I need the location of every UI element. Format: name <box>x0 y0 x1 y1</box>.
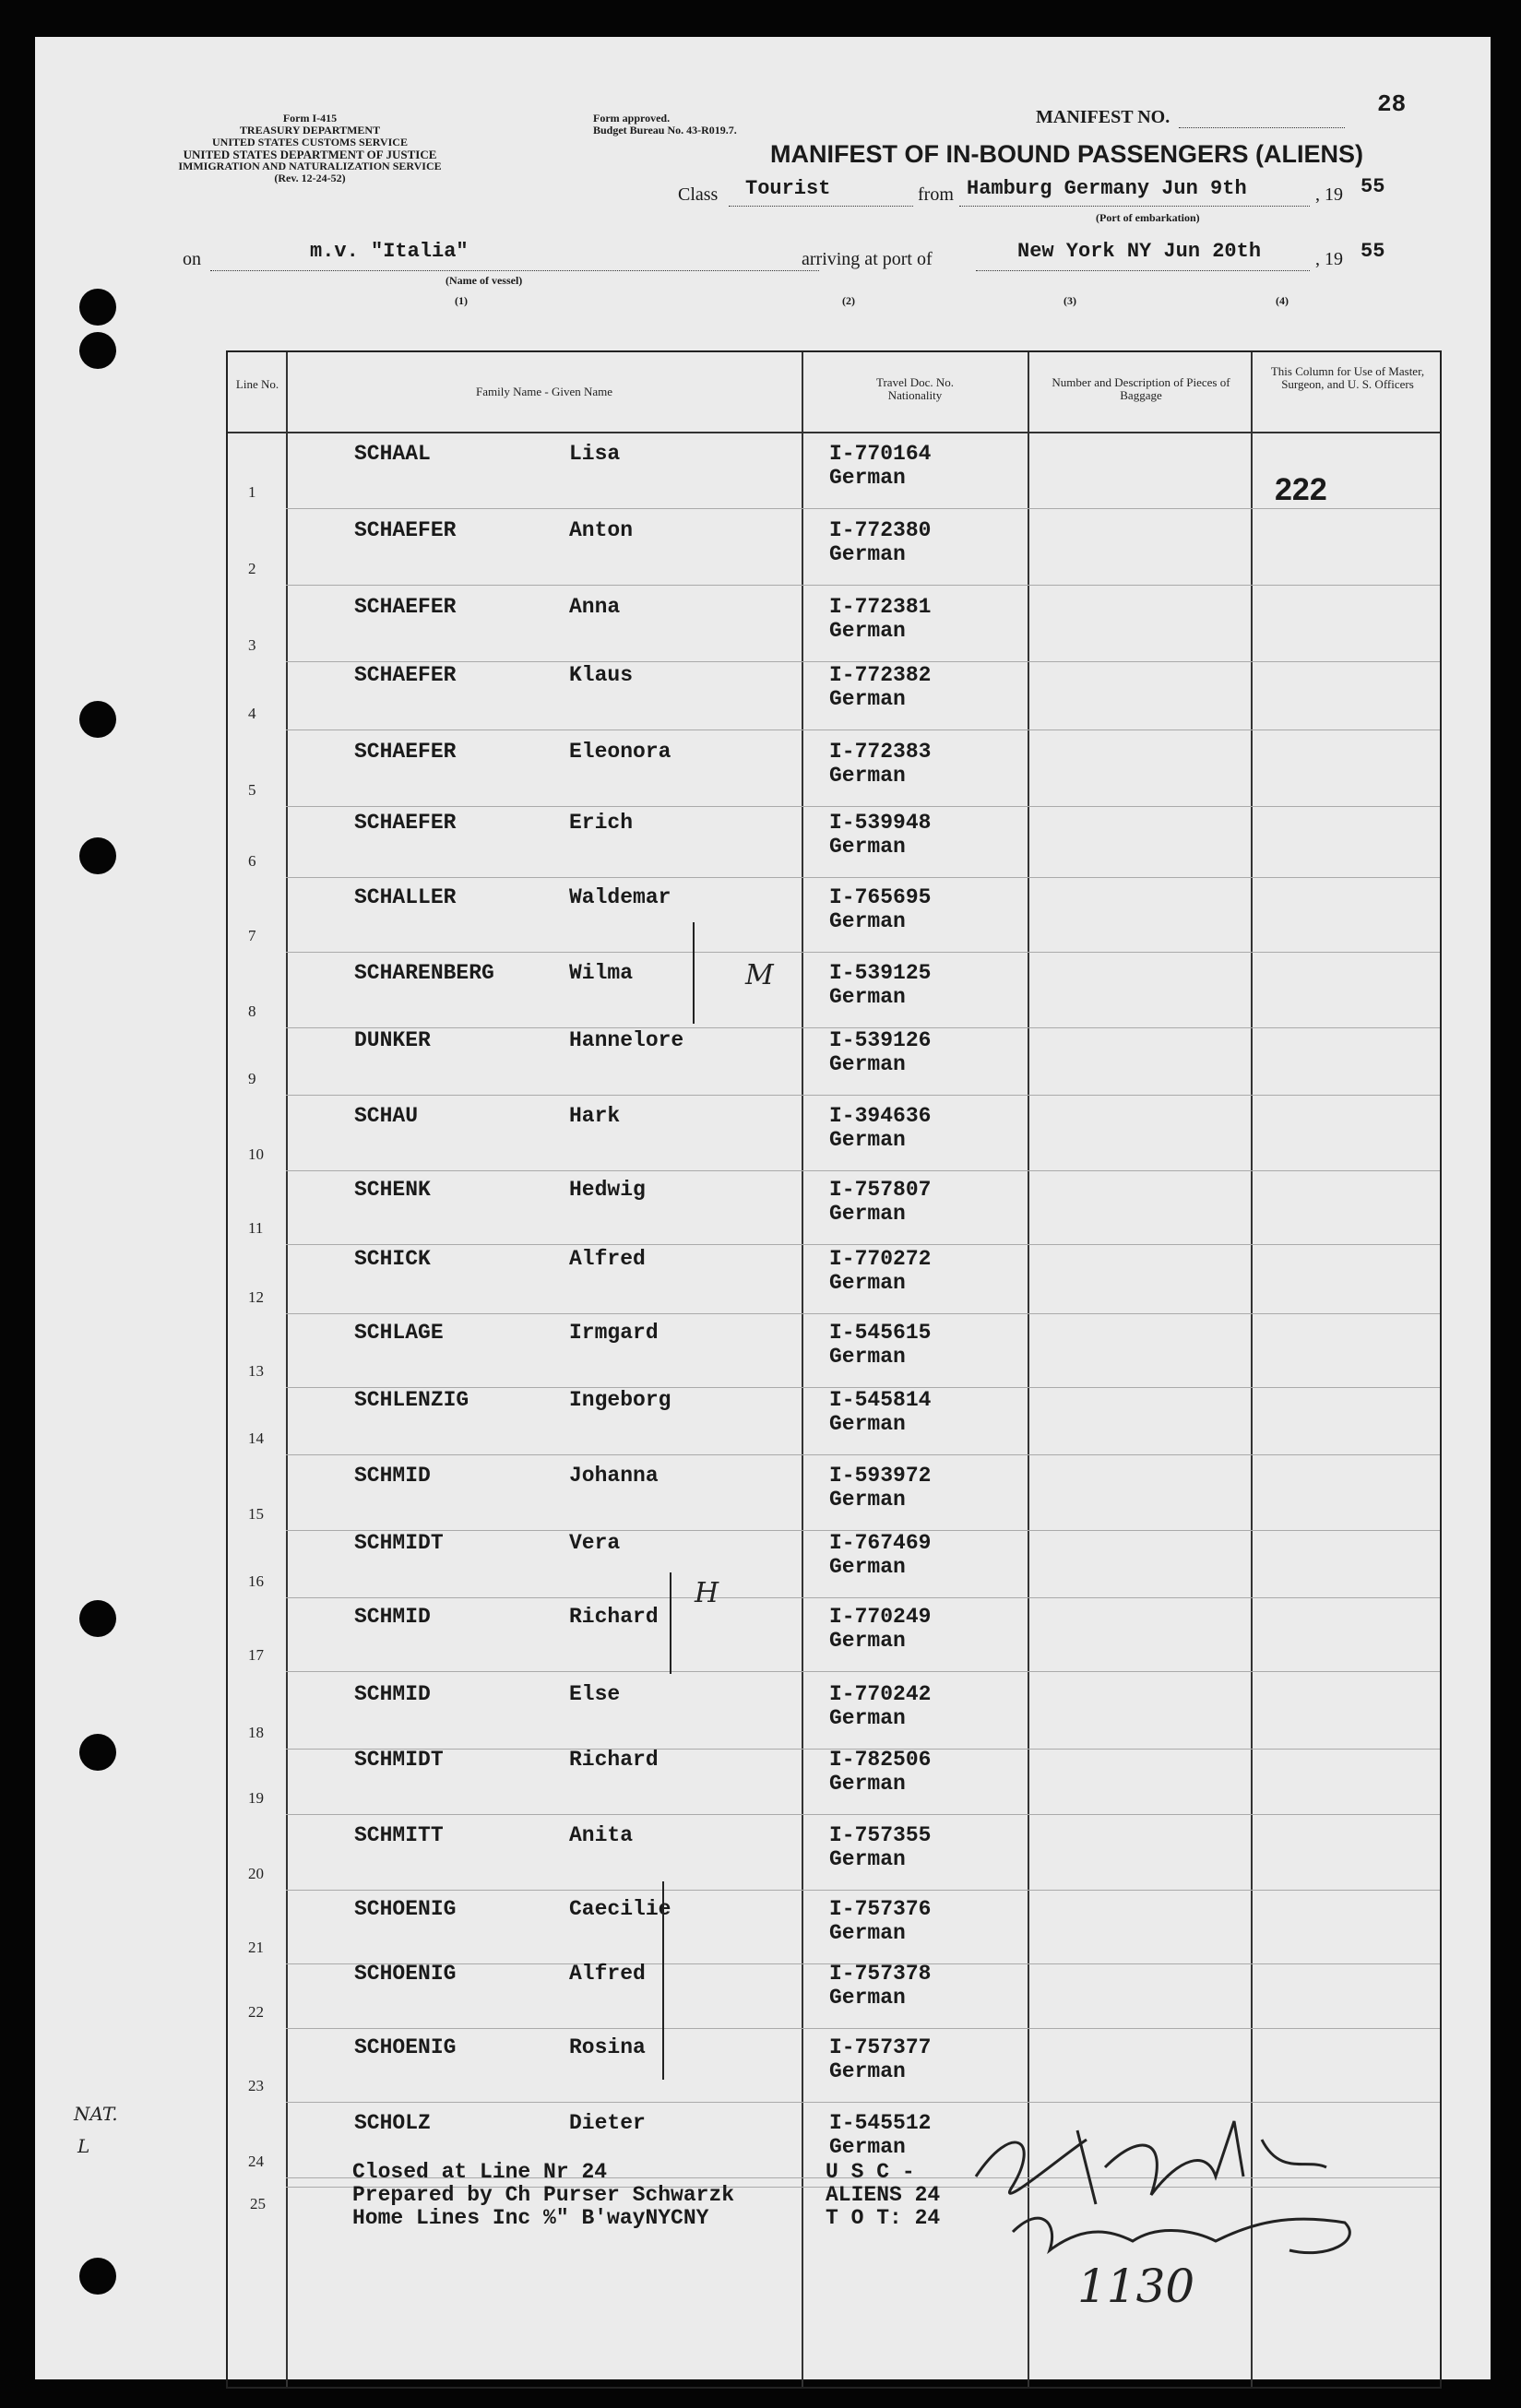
line-number: 1 <box>248 483 256 501</box>
travel-doc-no: I-757377 <box>829 2035 932 2059</box>
class-underline <box>729 206 913 207</box>
travel-doc-no: I-772382 <box>829 663 932 687</box>
nationality: German <box>829 2135 906 2159</box>
row-divider <box>286 508 1440 509</box>
line-number: 4 <box>248 705 256 722</box>
embark-note: (Port of embarkation) <box>1096 211 1200 224</box>
nationality: German <box>829 985 906 1009</box>
bracket-note-a: M <box>745 959 774 991</box>
family-name: SCHAAL <box>354 442 431 466</box>
on-label: on <box>183 249 201 269</box>
given-name: Lisa <box>569 442 621 466</box>
dept-treasury: TREASURY DEPARTMENT <box>239 124 381 136</box>
punch-hole <box>79 701 116 738</box>
nationality: German <box>829 1847 906 1871</box>
nationality: German <box>829 1052 906 1076</box>
row-divider <box>286 952 1440 953</box>
family-name: SCHLENZIG <box>354 1388 469 1412</box>
nationality: German <box>829 1128 906 1152</box>
family-name: SCHLAGE <box>354 1321 444 1345</box>
row-divider <box>286 1244 1440 1245</box>
given-name: Johanna <box>569 1464 659 1488</box>
year-suffix-2: 55 <box>1361 240 1385 263</box>
col-number-3: (3) <box>1064 294 1076 307</box>
given-name: Hannelore <box>569 1028 684 1052</box>
totals-usc: U S C - <box>826 2160 915 2184</box>
totals-aliens: ALIENS 24 <box>826 2183 941 2207</box>
family-name: SCHMID <box>354 1605 431 1629</box>
given-name: Richard <box>569 1748 659 1772</box>
bracket-line-c <box>662 1881 664 2080</box>
bracket-line-b <box>670 1572 671 1674</box>
arrival-underline <box>976 270 1310 271</box>
nationality: German <box>829 764 906 788</box>
line-number: 11 <box>248 1219 264 1237</box>
year-prefix-1: , 19 <box>1315 184 1343 205</box>
year-prefix-2: , 19 <box>1315 249 1343 269</box>
officer-note: 222 <box>1275 472 1327 507</box>
closing-line-2: Prepared by Ch Purser Schwarzk <box>352 2183 735 2207</box>
given-name: Anton <box>569 518 634 542</box>
family-name: SCHALLER <box>354 885 457 909</box>
vessel-value: m.v. "Italia" <box>310 240 469 263</box>
margin-note-l: L <box>77 2135 90 2157</box>
travel-doc-no: I-772380 <box>829 518 932 542</box>
header-officers: This Column for Use of Master, Surgeon, and U. S. Officers <box>1270 364 1425 391</box>
class-value: Tourist <box>745 177 831 200</box>
col-divider <box>1028 352 1029 2387</box>
dept-immigration: IMMIGRATION AND NATURALIZATION SERVICE <box>178 160 442 172</box>
line-number: 21 <box>248 1939 264 1956</box>
nationality: German <box>829 1629 906 1653</box>
nationality: German <box>829 1271 906 1295</box>
header-line-no: Line No. <box>235 377 279 391</box>
manifest-no-line <box>1179 127 1345 128</box>
travel-doc-no: I-767469 <box>829 1531 932 1555</box>
line-number: 20 <box>248 1865 264 1882</box>
nationality: German <box>829 2059 906 2083</box>
travel-doc-no: I-770164 <box>829 442 932 466</box>
line-number: 5 <box>248 781 256 799</box>
nationality: German <box>829 1921 906 1945</box>
totals-total: T O T: 24 <box>826 2206 941 2230</box>
travel-doc-no: I-757376 <box>829 1897 932 1921</box>
header-travel-doc: Travel Doc. No. Nationality <box>875 375 954 402</box>
given-name: Klaus <box>569 663 634 687</box>
travel-doc-no: I-539126 <box>829 1028 932 1052</box>
travel-doc-no: I-772381 <box>829 595 932 619</box>
row-divider <box>286 1671 1440 1672</box>
closing-line-3: Home Lines Inc %" B'wayNYCNY <box>352 2206 709 2230</box>
given-name: Erich <box>569 811 634 835</box>
family-name: SCHOENIG <box>354 2035 457 2059</box>
arrival-value: New York NY Jun 20th <box>1017 240 1262 263</box>
col-divider <box>1251 352 1253 2387</box>
family-name: SCHAEFER <box>354 663 457 687</box>
line-number: 23 <box>248 2077 264 2094</box>
travel-doc-no: I-545615 <box>829 1321 932 1345</box>
year-suffix-1: 55 <box>1361 175 1385 198</box>
from-value: Hamburg Germany Jun 9th <box>967 177 1247 200</box>
class-label: Class <box>678 184 719 205</box>
family-name: SCHMITT <box>354 1823 444 1847</box>
row-divider <box>286 1170 1440 1171</box>
approval-line-2: Budget Bureau No. 43-R019.7. <box>593 124 737 136</box>
line-number: 8 <box>248 1002 256 1020</box>
vessel-note: (Name of vessel) <box>446 274 523 287</box>
row-divider <box>286 1890 1440 1891</box>
family-name: SCHMID <box>354 1682 431 1706</box>
vessel-underline <box>210 270 819 271</box>
given-name: Anna <box>569 595 621 619</box>
margin-note-nat: NAT. <box>74 2103 118 2125</box>
travel-doc-no: I-782506 <box>829 1748 932 1772</box>
family-name: SCHOENIG <box>354 1962 457 1986</box>
nationality: German <box>829 542 906 566</box>
line-number: 6 <box>248 852 256 870</box>
travel-doc-no: I-593972 <box>829 1464 932 1488</box>
nationality: German <box>829 1202 906 1226</box>
family-name: SCHMIDT <box>354 1531 444 1555</box>
given-name: Alfred <box>569 1247 646 1271</box>
given-name: Hedwig <box>569 1178 646 1202</box>
line-number: 9 <box>248 1070 256 1087</box>
row-divider <box>286 806 1440 807</box>
col-number-4: (4) <box>1276 294 1289 307</box>
travel-doc-no: I-545512 <box>829 2111 932 2135</box>
passenger-table <box>226 350 1442 2389</box>
nationality: German <box>829 1555 906 1579</box>
family-name: SCHAEFER <box>354 811 457 835</box>
given-name: Else <box>569 1682 621 1706</box>
col-number-1: (1) <box>455 294 468 307</box>
family-name: SCHENK <box>354 1178 431 1202</box>
travel-doc-no: I-539948 <box>829 811 932 835</box>
line-number: 10 <box>248 1145 264 1163</box>
line-number: 16 <box>248 1572 264 1590</box>
from-label: from <box>918 184 954 205</box>
row-divider <box>286 1313 1440 1314</box>
row-divider <box>286 661 1440 662</box>
given-name: Caecilie <box>569 1897 671 1921</box>
closing-line-1: Closed at Line Nr 24 <box>352 2160 608 2184</box>
given-name: Richard <box>569 1605 659 1629</box>
line-number-25: 25 <box>250 2195 266 2212</box>
row-divider <box>286 1597 1440 1598</box>
arriving-label: arriving at port of <box>802 249 933 269</box>
given-name: Dieter <box>569 2111 646 2135</box>
line-number: 18 <box>248 1724 264 1741</box>
nationality: German <box>829 1345 906 1369</box>
manifest-sheet <box>35 37 1491 2379</box>
approval-block <box>593 113 737 136</box>
dept-justice: UNITED STATES DEPARTMENT OF JUSTICE <box>183 148 437 161</box>
bracket-note-b: H <box>695 1577 719 1609</box>
family-name: SCHAEFER <box>354 518 457 542</box>
given-name: Wilma <box>569 961 634 985</box>
approval-line-1: Form approved. <box>593 112 671 125</box>
nationality: German <box>829 909 906 933</box>
line-number: 19 <box>248 1789 264 1807</box>
line-number: 13 <box>248 1362 264 1380</box>
family-name: DUNKER <box>354 1028 431 1052</box>
travel-doc-no: I-757807 <box>829 1178 932 1202</box>
family-name: SCHICK <box>354 1247 431 1271</box>
punch-hole <box>79 837 116 874</box>
punch-hole <box>79 2258 116 2295</box>
nationality: German <box>829 1772 906 1796</box>
given-name: Rosina <box>569 2035 646 2059</box>
line-number: 17 <box>248 1646 264 1664</box>
header-name: Family Name - Given Name <box>475 385 612 398</box>
punch-hole <box>79 1600 116 1637</box>
given-name: Hark <box>569 1104 621 1128</box>
nationality: German <box>829 1986 906 2010</box>
signature <box>957 2103 1419 2287</box>
given-name: Anita <box>569 1823 634 1847</box>
row-divider <box>286 585 1440 586</box>
family-name: SCHOENIG <box>354 1897 457 1921</box>
nationality: German <box>829 1488 906 1512</box>
row-divider <box>286 2028 1440 2029</box>
travel-doc-no: I-770249 <box>829 1605 932 1629</box>
line-number: 14 <box>248 1429 264 1447</box>
line-number: 24 <box>248 2153 264 2170</box>
punch-hole <box>79 289 116 326</box>
row-divider <box>286 1454 1440 1455</box>
nationality: German <box>829 687 906 711</box>
manifest-no-label: MANIFEST NO. <box>1036 107 1170 127</box>
given-name: Waldemar <box>569 885 671 909</box>
travel-doc-no: I-772383 <box>829 740 932 764</box>
nationality: German <box>829 1412 906 1436</box>
handwritten-number: 1130 <box>1077 2260 1195 2313</box>
family-name: SCHARENBERG <box>354 961 494 985</box>
col-number-2: (2) <box>842 294 855 307</box>
given-name: Ingeborg <box>569 1388 671 1412</box>
col-divider <box>286 352 288 2387</box>
family-name: SCHMIDT <box>354 1748 444 1772</box>
form-revision: (Rev. 12-24-52) <box>274 172 346 184</box>
family-name: SCHMID <box>354 1464 431 1488</box>
travel-doc-no: I-757378 <box>829 1962 932 1986</box>
family-name: SCHAEFER <box>354 595 457 619</box>
punch-hole <box>79 1734 116 1771</box>
nationality: German <box>829 1706 906 1730</box>
page-number: 28 <box>1377 90 1407 118</box>
from-underline <box>959 206 1310 207</box>
dept-customs: UNITED STATES CUSTOMS SERVICE <box>212 136 408 148</box>
row-divider <box>286 877 1440 878</box>
line-number: 2 <box>248 560 256 577</box>
form-info-block <box>172 113 448 184</box>
line-number: 22 <box>248 2003 264 2021</box>
travel-doc-no: I-539125 <box>829 961 932 985</box>
nationality: German <box>829 466 906 490</box>
travel-doc-no: I-394636 <box>829 1104 932 1128</box>
row-divider <box>286 1814 1440 1815</box>
travel-doc-no: I-765695 <box>829 885 932 909</box>
row-divider <box>286 1095 1440 1096</box>
family-name: SCHAEFER <box>354 740 457 764</box>
family-name: SCHOLZ <box>354 2111 431 2135</box>
line-number: 3 <box>248 636 256 654</box>
travel-doc-no: I-770242 <box>829 1682 932 1706</box>
nationality: German <box>829 619 906 643</box>
page-title: MANIFEST OF IN-BOUND PASSENGERS (ALIENS) <box>770 140 1364 168</box>
form-number: Form I-415 <box>282 112 338 125</box>
travel-doc-no: I-545814 <box>829 1388 932 1412</box>
given-name: Alfred <box>569 1962 646 1986</box>
col-divider <box>802 352 803 2387</box>
travel-doc-no: I-757355 <box>829 1823 932 1847</box>
line-number: 15 <box>248 1505 264 1523</box>
travel-doc-no: I-770272 <box>829 1247 932 1271</box>
bracket-line-a <box>693 922 695 1024</box>
line-number: 12 <box>248 1288 264 1306</box>
header-baggage: Number and Description of Pieces of Baggage <box>1052 375 1230 402</box>
given-name: Irmgard <box>569 1321 659 1345</box>
line-number: 7 <box>248 927 256 944</box>
nationality: German <box>829 835 906 859</box>
punch-hole <box>79 332 116 369</box>
header-divider <box>228 432 1440 433</box>
given-name: Eleonora <box>569 740 671 764</box>
family-name: SCHAU <box>354 1104 419 1128</box>
given-name: Vera <box>569 1531 621 1555</box>
